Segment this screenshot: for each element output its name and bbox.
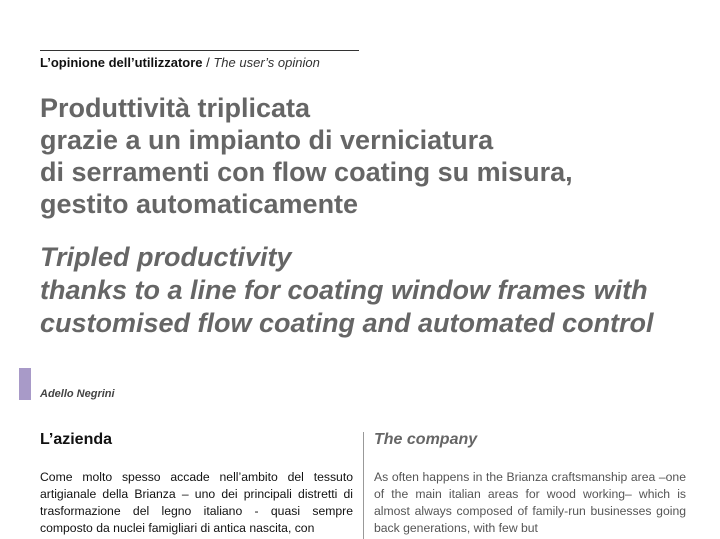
column-english xyxy=(374,430,686,537)
column-italian xyxy=(40,430,353,537)
title-en-line: customised flow coating and automated control xyxy=(40,308,654,338)
section-heading-it: L’azienda xyxy=(40,431,113,448)
section-label-separator: / xyxy=(202,55,214,70)
title-italian xyxy=(40,92,700,220)
header-rule xyxy=(40,50,359,51)
column-divider xyxy=(363,432,364,539)
title-it-line: gestito automaticamente xyxy=(40,189,359,219)
title-english xyxy=(40,241,710,340)
section-heading-en: The company xyxy=(374,431,478,448)
title-it-line: di serramenti con flow coating su misura, xyxy=(40,157,573,187)
section-label-en: The user’s opinion xyxy=(213,55,320,70)
section-label xyxy=(40,55,320,70)
title-it-line: Produttività triplicata xyxy=(40,93,311,123)
section-label-it: L’opinione dell’utilizzatore xyxy=(40,55,203,70)
author-name: Adello Negrini xyxy=(40,388,115,400)
title-it-line: grazie a un impianto di verniciatura xyxy=(40,125,494,155)
body-paragraph-en: As often happens in the Brianza craftsmanship area –one of the main italian areas for wood working– which is almost always composed of family-run businesses going back generations, with few but xyxy=(374,470,686,535)
title-en-line: thanks to a line for coating window frames with xyxy=(40,275,648,305)
body-paragraph-it: Come molto spesso accade nell’ambito del tessuto artigianale della Brianza – uno dei principali distretti di trasformazione del legno italiano - quasi sempre composto da nuclei famigliari di antica nascita, con xyxy=(40,470,353,535)
title-en-line: Tripled productivity xyxy=(40,242,292,272)
accent-bar xyxy=(19,368,31,400)
